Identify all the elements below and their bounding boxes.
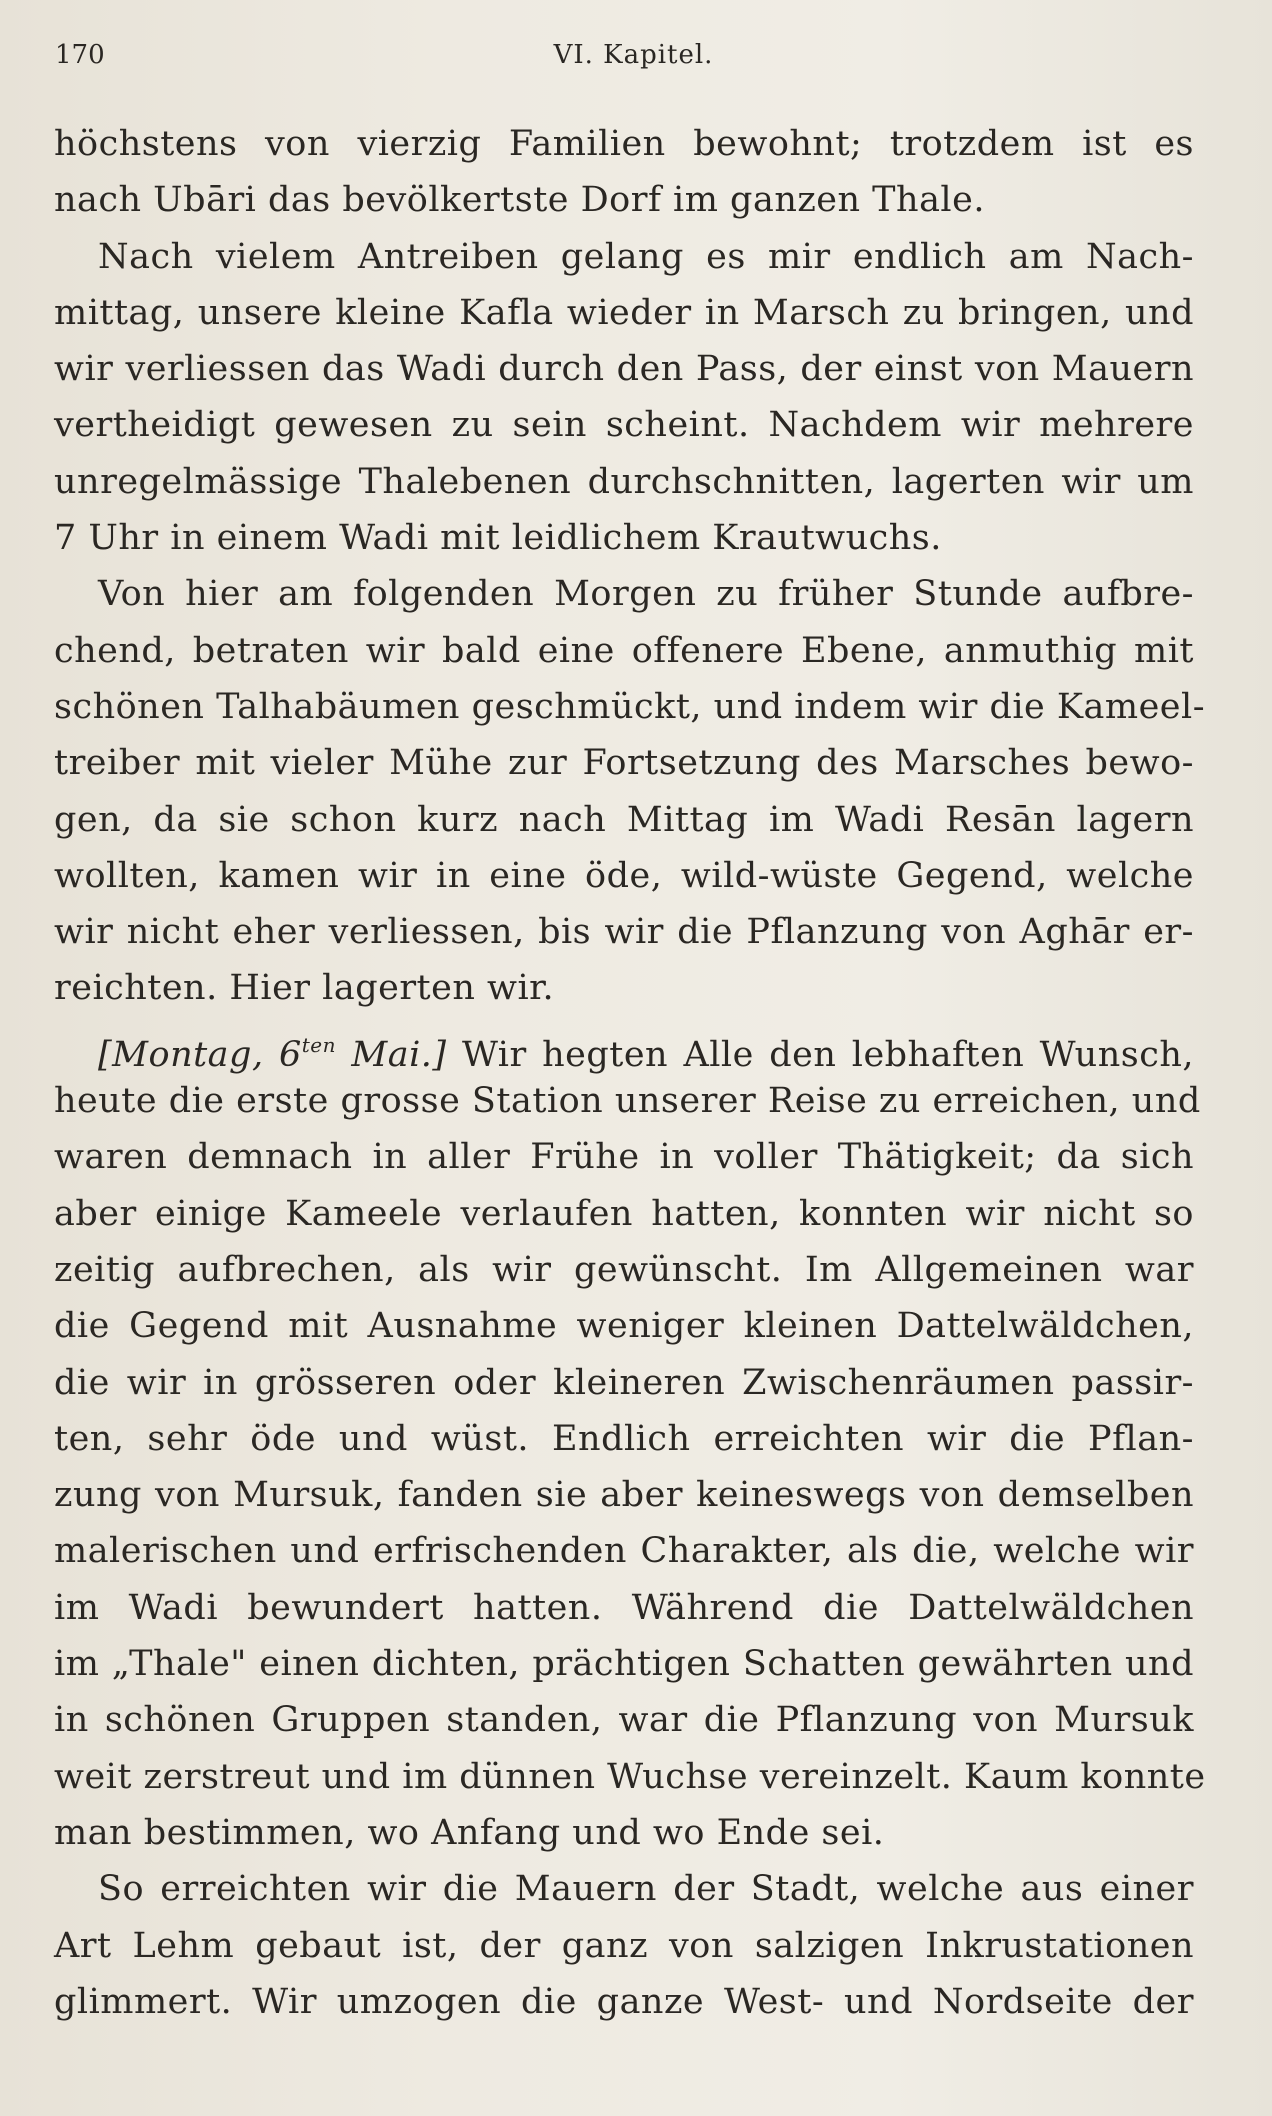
- text-line: mittag, unsere kleine Kafla wieder in Marsch zu bringen, und: [54, 292, 1194, 333]
- date-open: [Montag,: [98, 1034, 279, 1075]
- text-line: waren demnach in aller Frühe in voller Thätigkeit; da sich: [54, 1137, 1194, 1178]
- text-line: im „Thale" einen dichten, prächtigen Schatten gewährten und: [54, 1644, 1194, 1685]
- text-line: wir nicht eher verliessen, bis wir die Pflanzung von Aghār er-: [54, 912, 1194, 953]
- text-line: im Wadi bewundert hatten. Während die Dattelwäldchen: [54, 1587, 1194, 1628]
- text-line: unregelmässige Thalebenen durchschnitten, lagerten wir um: [54, 461, 1194, 502]
- text-line: malerischen und erfrischenden Charakter, als die, welche wir: [54, 1531, 1194, 1572]
- text-line: treiber mit vieler Mühe zur Fortsetzung des Marsches bewo-: [54, 743, 1194, 784]
- paragraph: [54, 229, 1194, 567]
- page-number: 170: [55, 40, 105, 70]
- text-run: Wir hegten Alle den lebhaften Wunsch,: [446, 1034, 1194, 1075]
- text-line: nach Ubāri das bevölkertste Dorf im ganzen Thale.: [54, 180, 985, 221]
- text-line: Von hier am folgenden Morgen zu früher Stunde aufbre-: [98, 574, 1194, 615]
- text-line: zung von Mursuk, fanden sie aber keineswegs von demselben: [54, 1475, 1194, 1516]
- text-line: So erreichten wir die Mauern der Stadt, welche aus einer: [98, 1869, 1194, 1910]
- text-line: wir verliessen das Wadi durch den Pass, der einst von Mauern: [54, 349, 1194, 390]
- text-line: chend, betraten wir bald eine offenere Ebene, anmuthig mit: [54, 630, 1194, 671]
- text-line: schönen Talhabäumen geschmückt, und indem wir die Kameel-: [54, 686, 1206, 727]
- paragraph: [54, 1861, 1194, 2030]
- text-line: wollten, kamen wir in eine öde, wild-wüste Gegend, welche: [54, 855, 1194, 896]
- text-line: vertheidigt gewesen zu sein scheint. Nachdem wir mehrere: [54, 405, 1194, 446]
- text-line: Nach vielem Antreiben gelang es mir endlich am Nach-: [98, 236, 1194, 277]
- text-line: die Gegend mit Ausnahme weniger kleinen Dattelwäldchen,: [54, 1306, 1194, 1347]
- paragraph: [54, 566, 1206, 1016]
- text-line: ten, sehr öde und wüst. Endlich erreichten wir die Pflan-: [54, 1418, 1194, 1459]
- text-line: heute die erste grosse Station unserer Reise zu erreichen, und: [54, 1081, 1201, 1122]
- body-text: [54, 116, 1206, 2030]
- text-line: gen, da sie schon kurz nach Mittag im Wadi Resān lagern: [54, 799, 1194, 840]
- paragraph: [54, 1017, 1206, 1861]
- running-head: VI. Kapitel.: [553, 40, 714, 70]
- text-line: weit zerstreut und im dünnen Wuchse vereinzelt. Kaum konnte: [54, 1756, 1206, 1797]
- text-line: aber einige Kameele verlaufen hatten, konnten wir nicht so: [54, 1193, 1194, 1234]
- text-line: [54, 1017, 1194, 1073]
- text-line: glimmert. Wir umzogen die ganze West- und Nordseite der: [54, 1981, 1194, 2022]
- date-superscript: ten: [301, 1032, 336, 1057]
- text-line: zeitig aufbrechen, als wir gewünscht. Im Allgemeinen war: [54, 1249, 1194, 1290]
- paragraph: [54, 116, 1194, 229]
- text-line: höchstens von vierzig Familien bewohnt; trotzdem ist es: [54, 124, 1194, 164]
- text-line: man bestimmen, wo Anfang und wo Ende sei.: [54, 1812, 885, 1853]
- date-close: Mai.]: [336, 1034, 447, 1075]
- text-line: die wir in grösseren oder kleineren Zwischenräumen passir-: [54, 1362, 1194, 1403]
- text-line: Art Lehm gebaut ist, der ganz von salzigen Inkrustationen: [54, 1925, 1194, 1966]
- text-line: in schönen Gruppen standen, war die Pflanzung von Mursuk: [54, 1700, 1194, 1741]
- date-day: 6: [278, 1034, 302, 1075]
- page-header: [55, 40, 1212, 80]
- text-line: reichten. Hier lagerten wir.: [54, 968, 555, 1009]
- text-line: 7 Uhr in einem Wadi mit leidlichem Krautwuchs.: [54, 518, 942, 559]
